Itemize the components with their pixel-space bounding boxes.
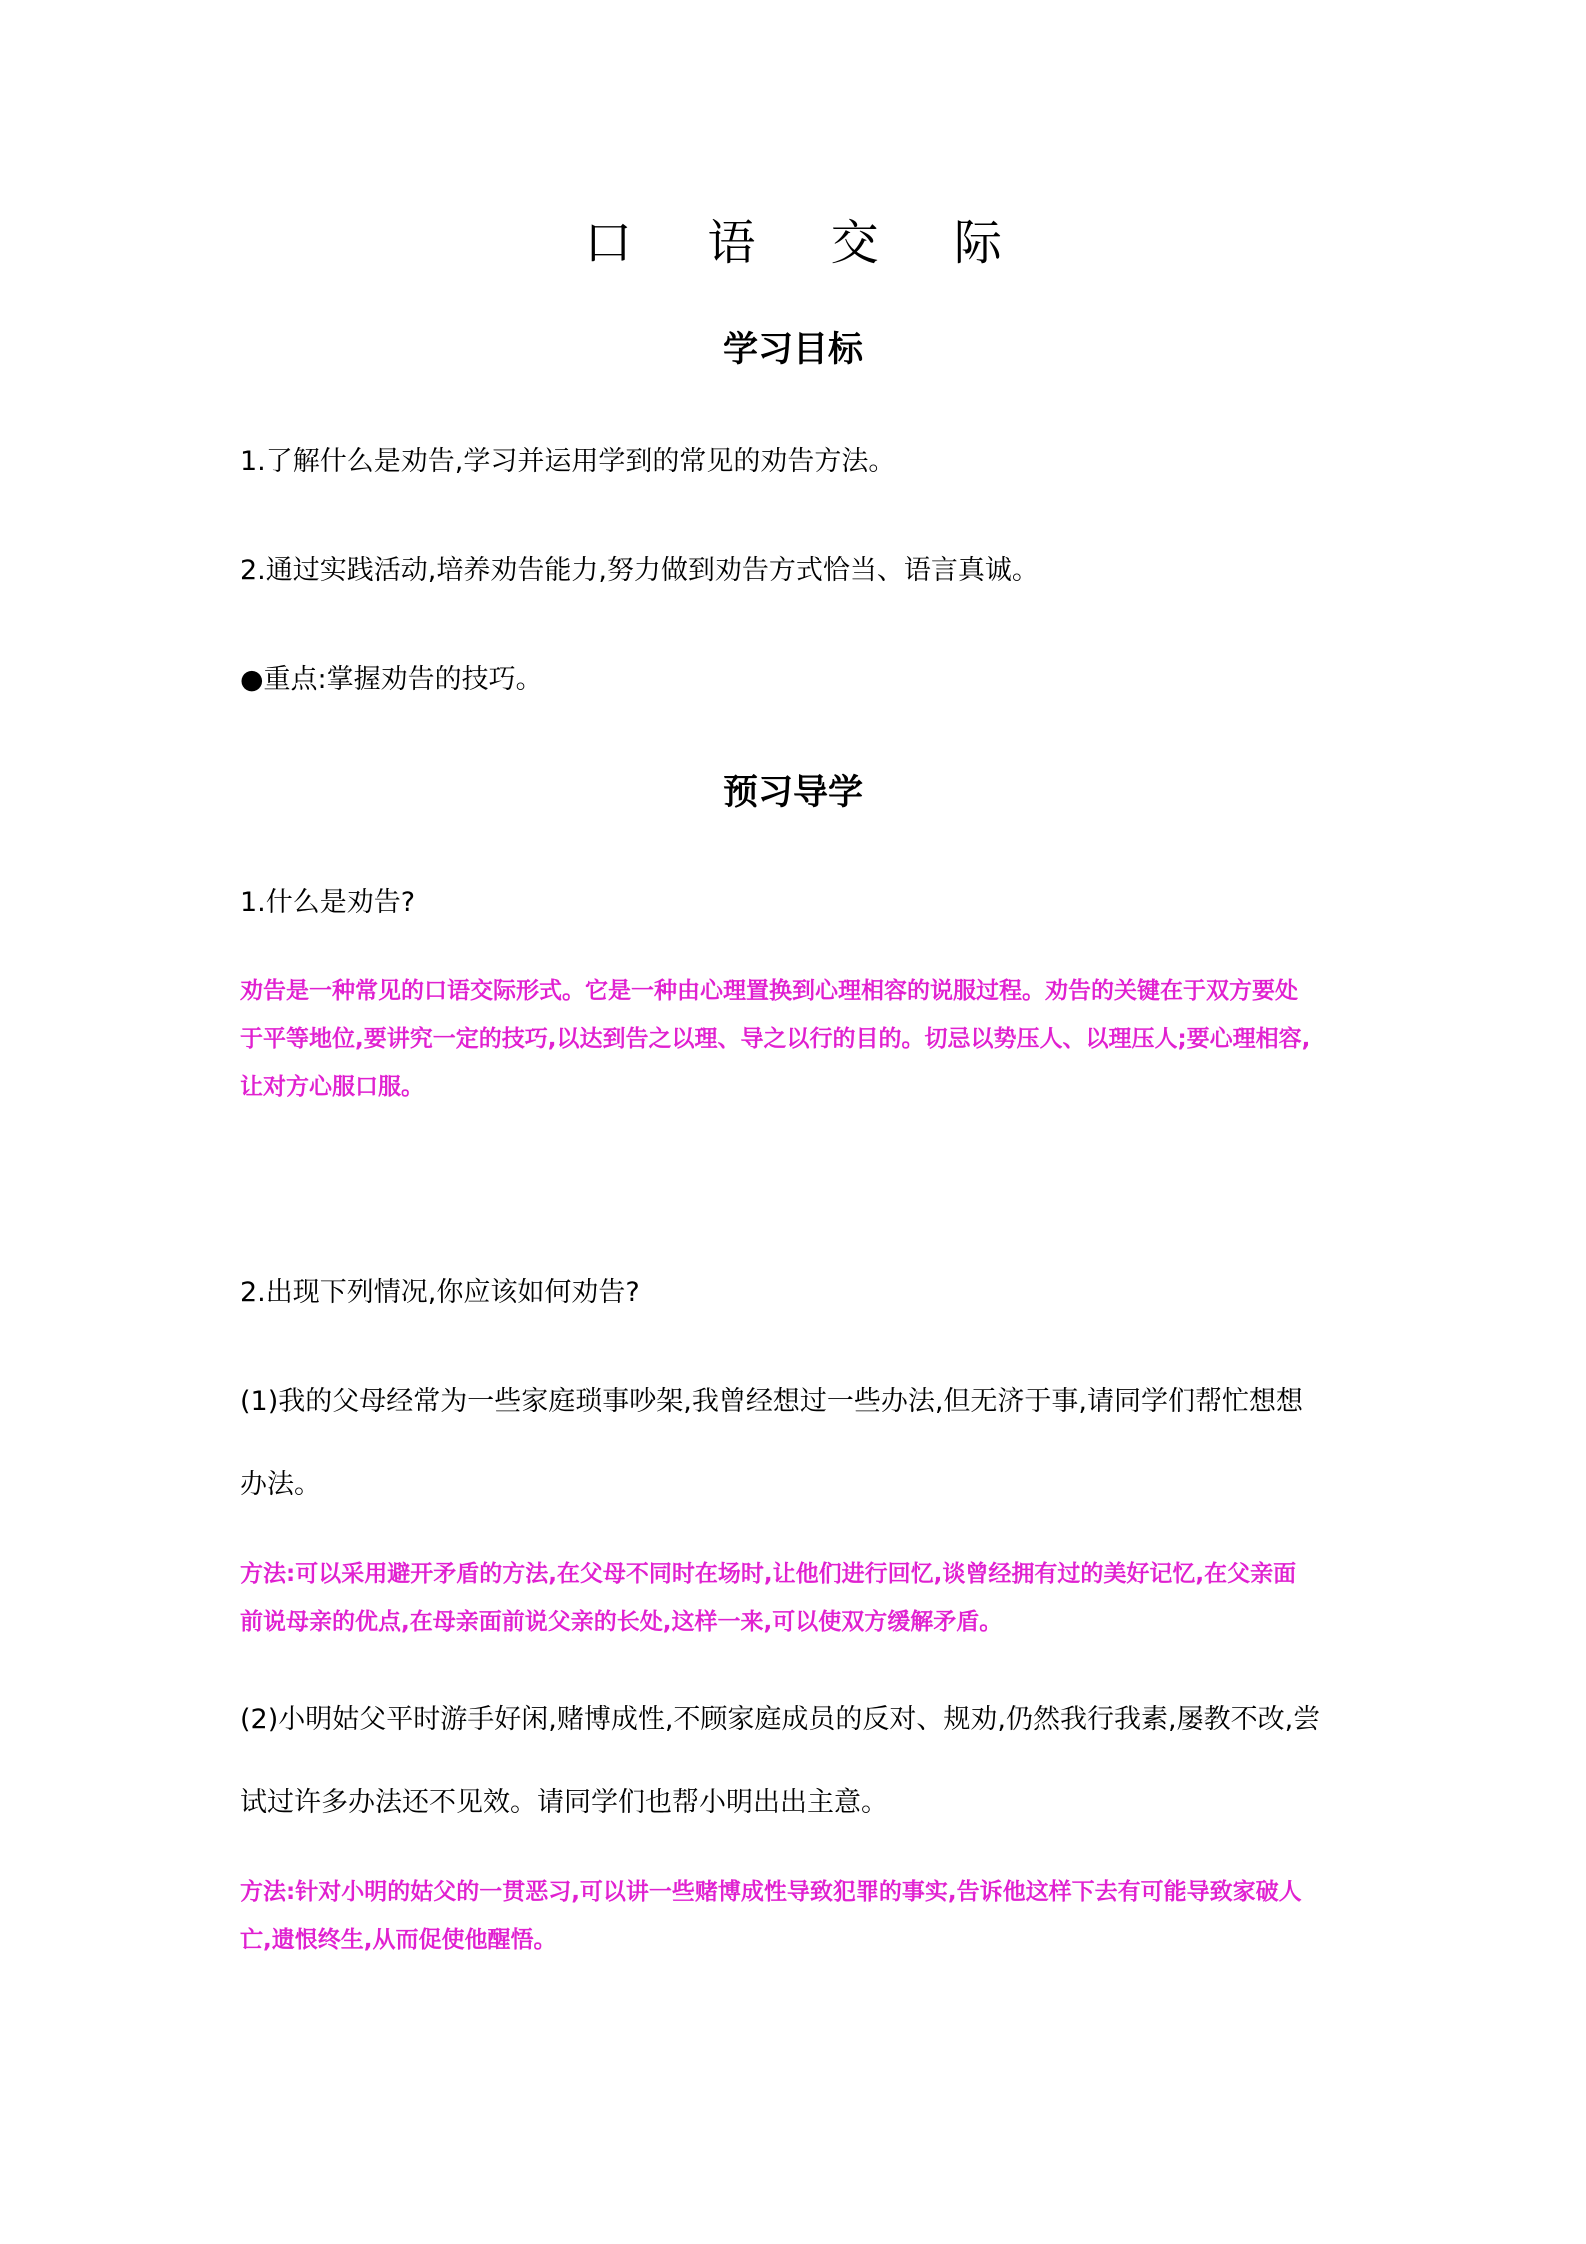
- case-1-answer-line-2: 前说母亲的优点,在母亲面前说父亲的长处,这样一来,可以使双方缓解矛盾。: [240, 1609, 1003, 1635]
- answer-1-line-2: 于平等地位,要讲究一定的技巧,以达到告之以理、导之以行的目的。切忌以势压人、以理压人;要心理相容,: [240, 1026, 1311, 1052]
- section-heading-preview: 预习导学: [722, 773, 863, 813]
- case-1-line-1: (1)我的父母经常为一些家庭琐事吵架,我曾经想过一些办法,但无济于事,请同学们帮忙想想: [240, 1386, 1303, 1417]
- case-2-answer: [240, 1868, 1302, 1964]
- case-2-answer-line-1: 方法:针对小明的姑父的一贯恶习,可以讲一些赌博成性导致犯罪的事实,告诉他这样下去有可能导致家破人: [240, 1879, 1302, 1905]
- page-title: 口 语 交 际: [584, 215, 1032, 271]
- question-2: 2.出现下列情况,你应该如何劝告?: [240, 1277, 640, 1308]
- goal-item-2: 2.通过实践活动,培养劝告能力,努力做到劝告方式恰当、语言真诚。: [240, 555, 1039, 586]
- case-2-line-2: 试过许多办法还不见效。请同学们也帮小明出出主意。: [240, 1787, 888, 1818]
- goal-item-1: 1.了解什么是劝告,学习并运用学到的常见的劝告方法。: [240, 446, 896, 477]
- case-2-line-1: (2)小明姑父平时游手好闲,赌博成性,不顾家庭成员的反对、规劝,仍然我行我素,屡教不改,尝: [240, 1704, 1321, 1735]
- question-1: 1.什么是劝告?: [240, 887, 416, 918]
- answer-1: [240, 967, 1310, 1111]
- answer-1-line-3: 让对方心服口服。: [240, 1074, 424, 1100]
- case-2-answer-line-2: 亡,遗恨终生,从而促使他醒悟。: [240, 1927, 557, 1953]
- answer-1-line-1: 劝告是一种常见的口语交际形式。它是一种由心理置换到心理相容的说服过程。劝告的关键在于双方要处: [240, 978, 1298, 1004]
- case-1-answer-line-1: 方法:可以采用避开矛盾的方法,在父母不同时在场时,让他们进行回忆,谈曾经拥有过的美好记忆,在父亲面: [240, 1561, 1297, 1587]
- goal-key-point: ●重点:掌握劝告的技巧。: [240, 664, 543, 695]
- case-1-line-2: 办法。: [240, 1469, 321, 1500]
- section-heading-goals: 学习目标: [722, 330, 863, 370]
- case-1-answer: [240, 1550, 1296, 1646]
